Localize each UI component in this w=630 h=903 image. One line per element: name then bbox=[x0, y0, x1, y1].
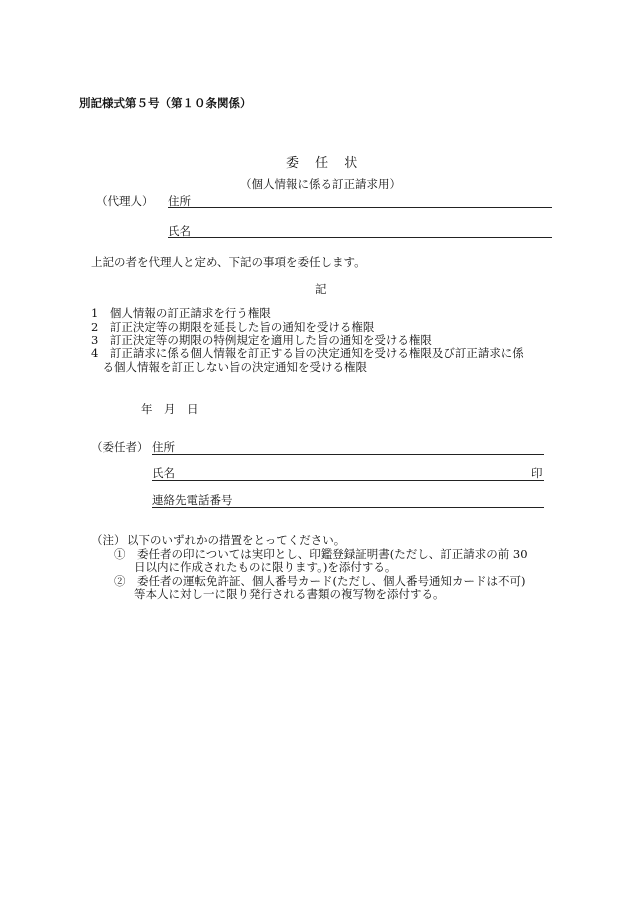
list-item: 2 訂正決定等の期限を延長した旨の通知を受ける権限 bbox=[91, 320, 375, 334]
list-item: 3 訂正決定等の期限の特例規定を適用した旨の通知を受ける権限 bbox=[91, 333, 432, 347]
note-line: ② 委任者の運転免許証、個人番号カード(ただし、個人番号通知カードは不可) bbox=[114, 574, 526, 588]
notes-intro: 以下のいずれかの措置をとってください。 bbox=[127, 533, 346, 547]
agent-address-line bbox=[168, 207, 552, 208]
agent-name-label: 氏名 bbox=[168, 224, 191, 238]
principal-name-label: 氏名 bbox=[152, 466, 175, 480]
list-item: る個人情報を訂正しない旨の決定通知を受ける権限 bbox=[91, 360, 367, 374]
note-line: ① 委任者の印については実印とし、印鑑登録証明書(ただし、訂正請求の前 30 bbox=[114, 547, 528, 561]
document-subtitle: （個人情報に係る訂正請求用） bbox=[240, 177, 401, 191]
principal-label: （委任者） bbox=[91, 440, 149, 454]
delegation-sentence: 上記の者を代理人と定め、下記の事項を委任します。 bbox=[91, 255, 366, 269]
date-line: 年 月 日 bbox=[141, 402, 199, 416]
document-title: 委 任 状 bbox=[286, 156, 364, 171]
principal-address-line bbox=[152, 454, 544, 455]
form-reference: 別記様式第５号（第１０条関係） bbox=[79, 96, 252, 110]
notes-label: （注） bbox=[91, 533, 126, 547]
agent-address-label: 住所 bbox=[168, 194, 191, 208]
agent-label: （代理人） bbox=[96, 194, 154, 208]
ki-heading: 記 bbox=[315, 282, 327, 296]
list-item: 1 個人情報の訂正請求を行う権限 bbox=[91, 306, 271, 320]
note-line: 等本人に対し一に限り発行される書類の複写物を添付する。 bbox=[134, 587, 445, 601]
principal-phone-label: 連絡先電話番号 bbox=[152, 493, 233, 507]
principal-phone-line bbox=[152, 507, 544, 508]
principal-address-label: 住所 bbox=[152, 440, 175, 454]
list-item: 4 訂正請求に係る個人情報を訂正する旨の決定通知を受ける権限及び訂正請求に係 bbox=[91, 346, 524, 360]
note-line: 日以内に作成されたものに限ります。)を添付する。 bbox=[134, 560, 397, 574]
principal-name-line bbox=[152, 480, 544, 481]
agent-name-line bbox=[168, 237, 552, 238]
seal-mark: 印 bbox=[531, 466, 543, 480]
